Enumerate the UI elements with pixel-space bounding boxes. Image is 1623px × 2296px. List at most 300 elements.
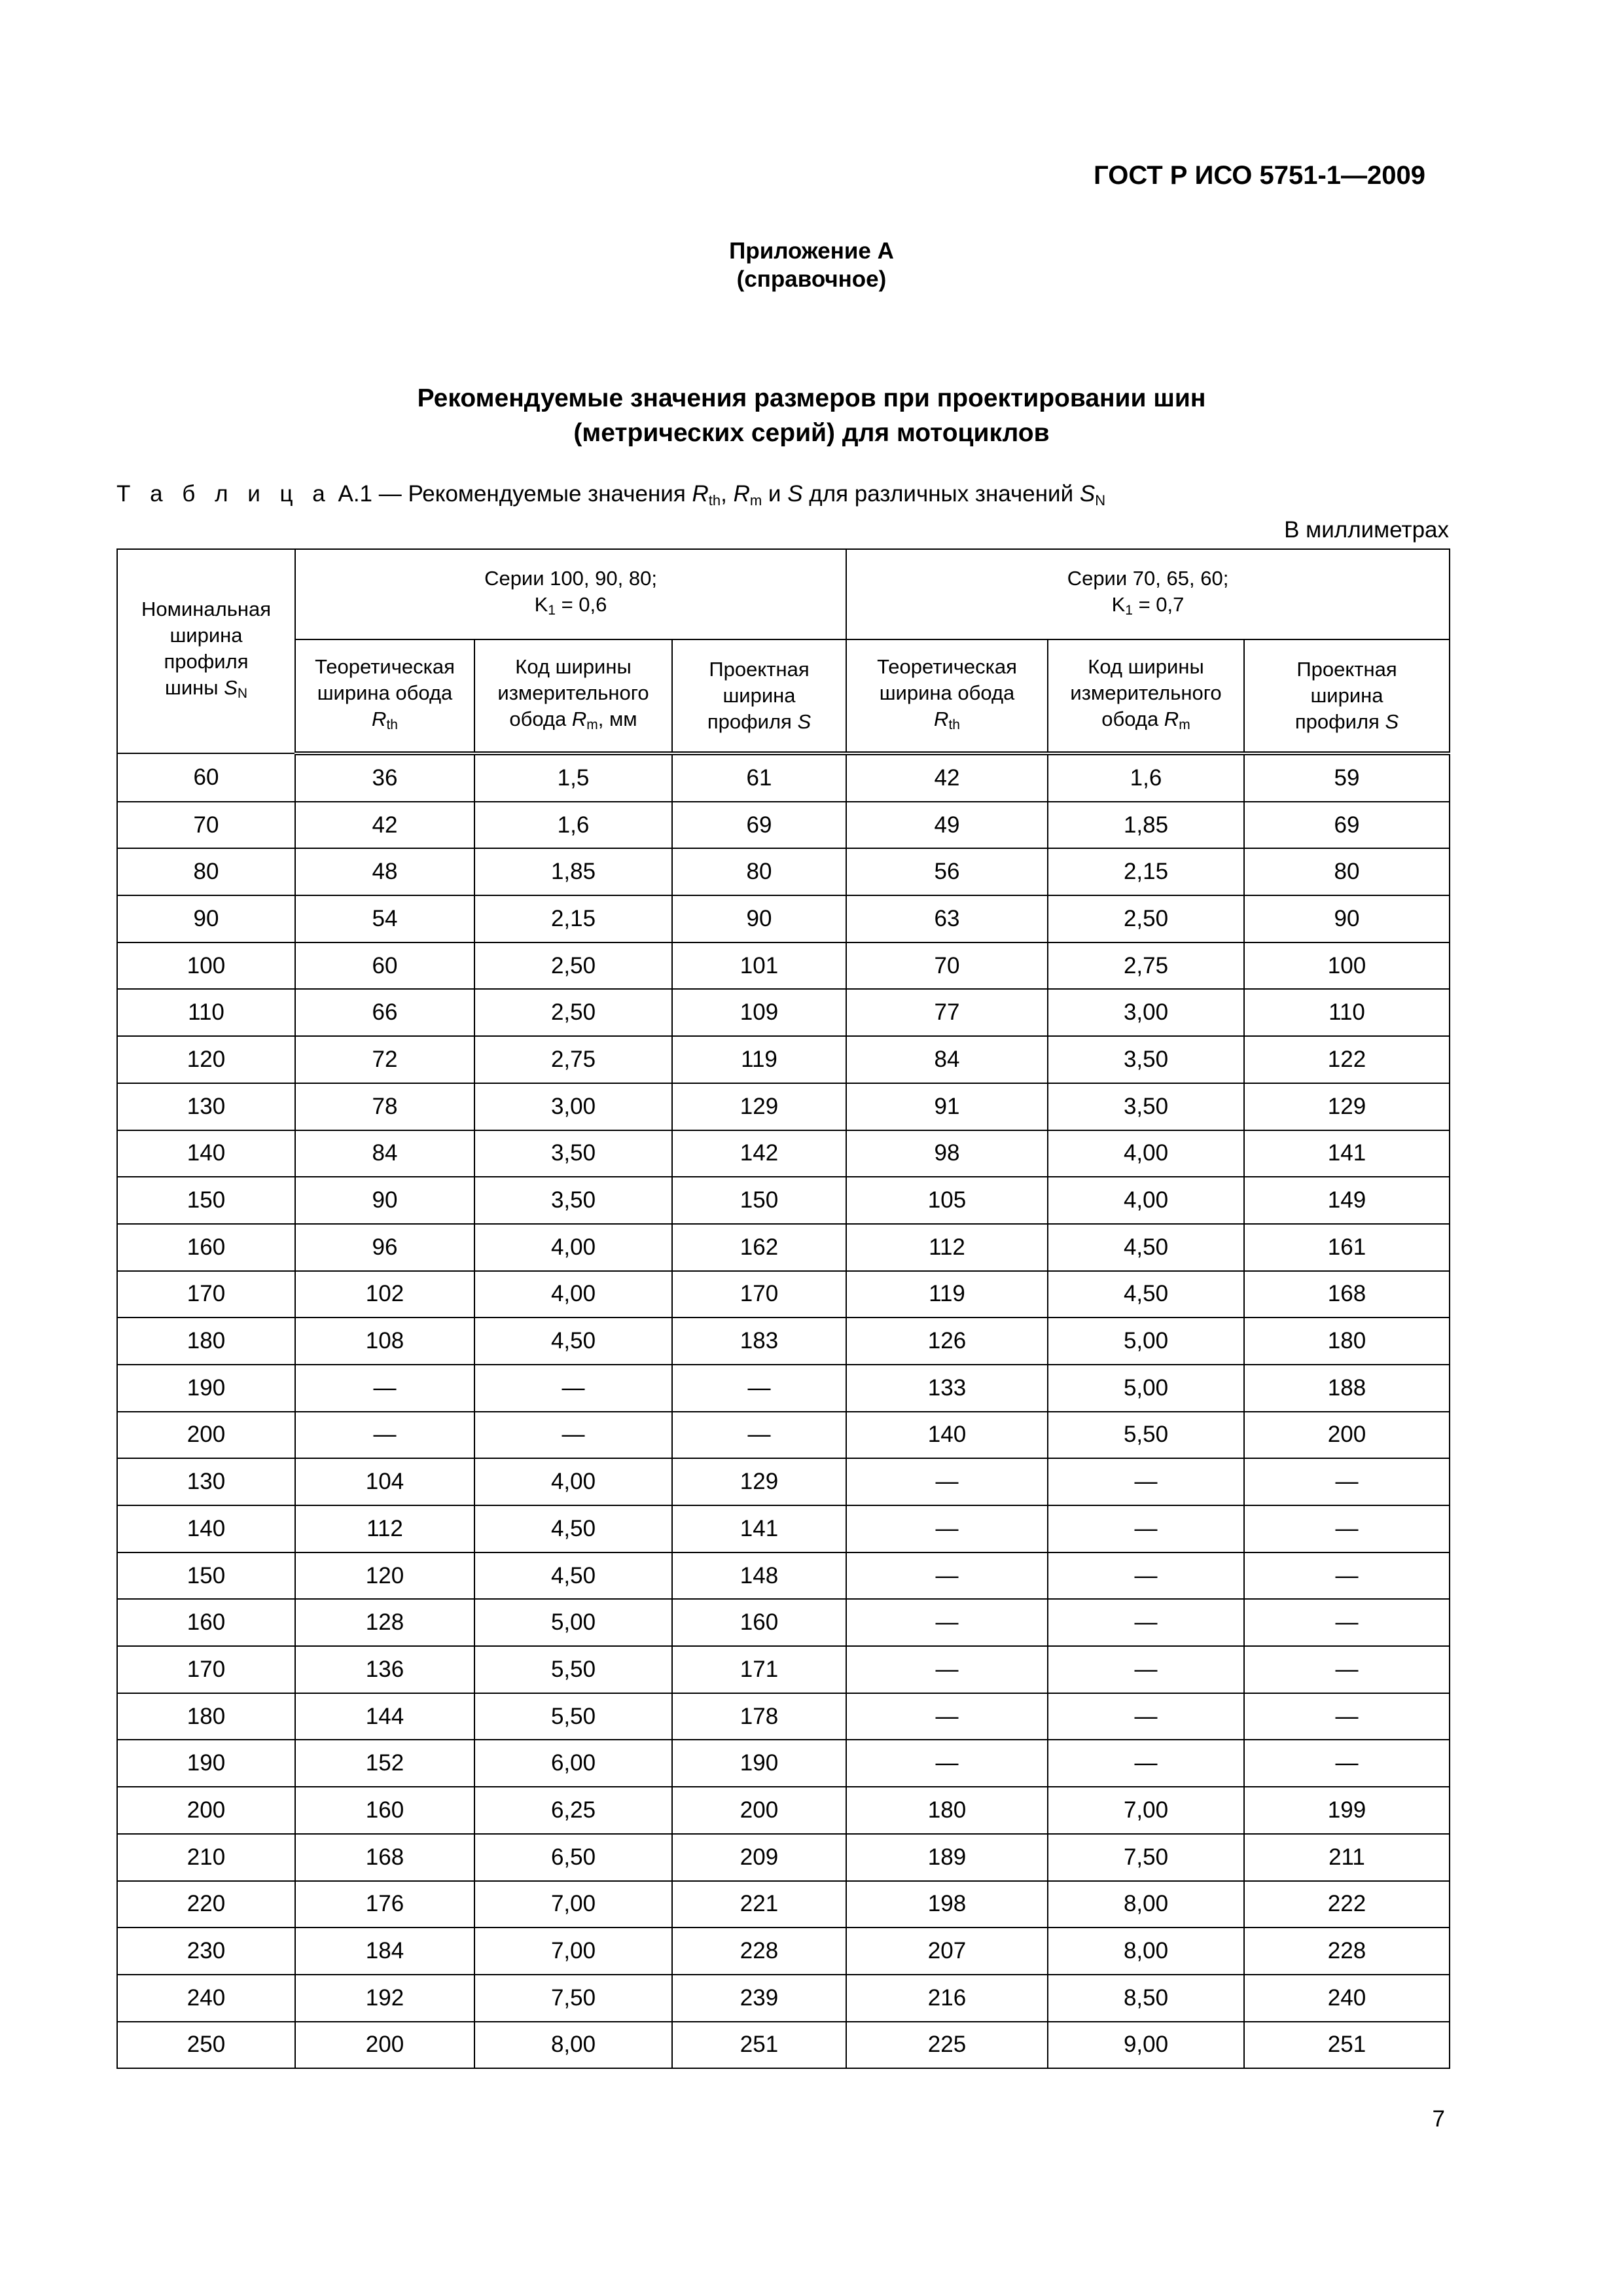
table-cell: 228 (672, 1928, 846, 1975)
table-body (117, 753, 1450, 2068)
table-cell: 101 (672, 942, 846, 990)
table-cell: 5,50 (1048, 1412, 1244, 1459)
rth-symbol: R (692, 481, 709, 507)
table-cell: 160 (117, 1224, 295, 1271)
table-cell: — (846, 1693, 1048, 1740)
table-cell: — (1048, 1599, 1244, 1646)
table-cell: 160 (295, 1787, 474, 1834)
table-cell: 180 (1244, 1318, 1450, 1365)
header-row-columns (117, 639, 1450, 753)
header-series-group-1 (295, 549, 846, 639)
table-cell: 3,50 (1048, 1036, 1244, 1083)
table-cell: 119 (672, 1036, 846, 1083)
table-row (117, 1505, 1450, 1552)
annex-heading (0, 237, 1623, 293)
header-theoretical-rim-width-2 (846, 639, 1048, 753)
table-cell: 189 (846, 1834, 1048, 1881)
table-cell: 192 (295, 1975, 474, 2022)
table-row (117, 1975, 1450, 2022)
header-s-line-3: профиля (707, 710, 798, 733)
table-cell: 2,15 (474, 895, 672, 942)
rm-subscript: m (749, 492, 762, 509)
table-cell: 148 (672, 1552, 846, 1600)
table-cell: 3,50 (1048, 1083, 1244, 1130)
table-cell: 7,00 (474, 1928, 672, 1975)
table-cell: 140 (846, 1412, 1048, 1459)
header-rm-line-2: измерительного (1070, 681, 1222, 704)
header-nominal-symbol: S (224, 675, 238, 699)
table-cell: 136 (295, 1646, 474, 1693)
table-cell: 104 (295, 1458, 474, 1505)
table-row (117, 1177, 1450, 1224)
table-row (117, 2022, 1450, 2069)
header-design-section-width-1 (672, 639, 846, 753)
page-number: 7 (1432, 2106, 1445, 2132)
section-title-line-2: (метрических серий) для мотоциклов (573, 419, 1050, 447)
table-cell: 77 (846, 989, 1048, 1036)
table-cell: 110 (1244, 989, 1450, 1036)
series-group-1-k: K (534, 592, 548, 616)
table-cell: — (846, 1599, 1048, 1646)
header-nominal-line-3: профиля (164, 649, 249, 673)
table-cell: 3,00 (474, 1083, 672, 1130)
table-caption (116, 481, 1105, 509)
table-cell: 5,50 (474, 1693, 672, 1740)
table-cell: 5,00 (1048, 1318, 1244, 1365)
header-s-line-1: Проектная (709, 658, 810, 681)
header-rm-subscript: m (586, 717, 598, 732)
header-rth-symbol: R (934, 707, 949, 730)
header-rm-line-1: Код ширины (1088, 655, 1204, 678)
table-cell: 56 (846, 848, 1048, 895)
table-cell: 199 (1244, 1787, 1450, 1834)
table-cell: 7,50 (1048, 1834, 1244, 1881)
header-row-series (117, 549, 1450, 639)
table-cell: 183 (672, 1318, 846, 1365)
units-note: В миллиметрах (1284, 517, 1449, 543)
table-cell: 149 (1244, 1177, 1450, 1224)
header-rm-subscript: m (1179, 717, 1190, 732)
header-rth-subscript: th (386, 717, 398, 732)
table-cell: 70 (117, 802, 295, 849)
table-cell: 8,50 (1048, 1975, 1244, 2022)
table-row (117, 802, 1450, 849)
header-theoretical-rim-width-1 (295, 639, 474, 753)
table-cell: 140 (117, 1505, 295, 1552)
table-row (117, 989, 1450, 1036)
table-cell: 112 (846, 1224, 1048, 1271)
table-cell: 109 (672, 989, 846, 1036)
section-title (0, 381, 1623, 450)
table-cell: 49 (846, 802, 1048, 849)
table-cell: 129 (1244, 1083, 1450, 1130)
table-row (117, 1552, 1450, 1600)
table-cell: 120 (117, 1036, 295, 1083)
table-cell: — (1048, 1505, 1244, 1552)
header-rm-line-3: обода (1101, 707, 1164, 730)
header-s-line-3: профиля (1294, 710, 1385, 733)
table-cell: — (1048, 1552, 1244, 1600)
table-cell: — (846, 1505, 1048, 1552)
table-cell: 200 (117, 1412, 295, 1459)
table-cell: 60 (295, 942, 474, 990)
table-cell: 1,85 (474, 848, 672, 895)
table-cell: 105 (846, 1177, 1048, 1224)
table-row (117, 1458, 1450, 1505)
table-row (117, 848, 1450, 895)
table-cell: 221 (672, 1881, 846, 1928)
table-cell: 120 (295, 1552, 474, 1600)
table-cell: 9,00 (1048, 2022, 1244, 2069)
table-row (117, 1787, 1450, 1834)
table-cell: — (1244, 1740, 1450, 1787)
table-cell: 180 (846, 1787, 1048, 1834)
table-caption-text: — Рекомендуемые значения (372, 481, 692, 507)
table-cell: 4,50 (1048, 1271, 1244, 1318)
table-cell: 7,00 (1048, 1787, 1244, 1834)
table-cell: 5,00 (1048, 1365, 1244, 1412)
table-cell: 200 (1244, 1412, 1450, 1459)
table-row (117, 1599, 1450, 1646)
table-cell: 69 (1244, 802, 1450, 849)
table-cell: 8,00 (474, 2022, 672, 2069)
table-cell: 168 (1244, 1271, 1450, 1318)
table-row (117, 1928, 1450, 1975)
dimensions-table (116, 548, 1450, 2069)
table-cell: 61 (672, 753, 846, 802)
table-row (117, 1130, 1450, 1177)
table-cell: 80 (117, 848, 295, 895)
table-cell: 78 (295, 1083, 474, 1130)
table-cell: 2,50 (474, 989, 672, 1036)
table-cell: 200 (295, 2022, 474, 2069)
table-row (117, 1318, 1450, 1365)
header-nominal-line-1: Номинальная (141, 597, 271, 620)
table-cell: 84 (846, 1036, 1048, 1083)
table-cell: 7,00 (474, 1881, 672, 1928)
table-cell: 36 (295, 753, 474, 802)
header-rth-line-1: Теоретическая (315, 655, 455, 678)
table-row (117, 1365, 1450, 1412)
table-cell: 162 (672, 1224, 846, 1271)
table-cell: — (295, 1365, 474, 1412)
table-cell: 240 (1244, 1975, 1450, 2022)
table-cell: 222 (1244, 1881, 1450, 1928)
table-cell: 129 (672, 1083, 846, 1130)
header-s-symbol: S (797, 710, 812, 733)
table-cell: 4,00 (1048, 1130, 1244, 1177)
table-cell: — (474, 1412, 672, 1459)
table-cell: 170 (117, 1271, 295, 1318)
table-cell: 4,00 (474, 1224, 672, 1271)
table-cell: 63 (846, 895, 1048, 942)
table-cell: 160 (117, 1599, 295, 1646)
table-cell: 141 (1244, 1130, 1450, 1177)
table-cell: 119 (846, 1271, 1048, 1318)
table-cell: 239 (672, 1975, 846, 2022)
table-cell: 150 (117, 1177, 295, 1224)
table-cell: 1,6 (1048, 753, 1244, 802)
table-cell: — (1048, 1693, 1244, 1740)
table-row (117, 1740, 1450, 1787)
table-cell: 130 (117, 1458, 295, 1505)
table-cell: 168 (295, 1834, 474, 1881)
table-cell: 170 (672, 1271, 846, 1318)
table-cell: — (672, 1365, 846, 1412)
table-cell: 4,50 (474, 1505, 672, 1552)
table-cell: 122 (1244, 1036, 1450, 1083)
table-cell: — (846, 1646, 1048, 1693)
table-cell: 4,50 (474, 1318, 672, 1365)
table-cell: 90 (672, 895, 846, 942)
table-cell: 3,50 (474, 1177, 672, 1224)
table-cell: 180 (117, 1318, 295, 1365)
header-rm-symbol: R (571, 707, 587, 730)
table-row (117, 895, 1450, 942)
table-cell: 180 (117, 1693, 295, 1740)
table-cell: 160 (672, 1599, 846, 1646)
series-group-2-k: K (1111, 592, 1126, 616)
table-cell: 200 (117, 1787, 295, 1834)
table-cell: 112 (295, 1505, 474, 1552)
table-cell: — (474, 1365, 672, 1412)
table-cell: 129 (672, 1458, 846, 1505)
table-cell: 220 (117, 1881, 295, 1928)
table-cell: 2,15 (1048, 848, 1244, 895)
table-cell: — (1244, 1552, 1450, 1600)
table-cell: 5,00 (474, 1599, 672, 1646)
table-cell: — (1244, 1505, 1450, 1552)
rm-symbol: R (733, 481, 750, 507)
table-row (117, 753, 1450, 802)
header-nominal-width (117, 549, 295, 753)
table-cell: 190 (117, 1740, 295, 1787)
table-cell: 42 (846, 753, 1048, 802)
header-rm-line-2: измерительного (497, 681, 649, 704)
table-cell: 161 (1244, 1224, 1450, 1271)
table-cell: 59 (1244, 753, 1450, 802)
table-cell: 207 (846, 1928, 1048, 1975)
table-cell: 90 (295, 1177, 474, 1224)
table-cell: 140 (117, 1130, 295, 1177)
table-cell: 6,00 (474, 1740, 672, 1787)
table-cell: 198 (846, 1881, 1048, 1928)
table-cell: 42 (295, 802, 474, 849)
series-group-1-k-value: = 0,6 (555, 592, 607, 616)
header-rm-symbol: R (1164, 707, 1179, 730)
table-row (117, 1271, 1450, 1318)
table-cell: 1,5 (474, 753, 672, 802)
table-cell: 72 (295, 1036, 474, 1083)
table-row (117, 1083, 1450, 1130)
header-rth-subscript: th (948, 717, 960, 732)
header-nominal-line-2: ширина (169, 623, 243, 647)
series-group-2-label: Серии 70, 65, 60; (1067, 566, 1229, 590)
header-rth-line-1: Теоретическая (877, 655, 1017, 678)
table-cell: — (1048, 1458, 1244, 1505)
table-cell: 133 (846, 1365, 1048, 1412)
sn-symbol: S (1079, 481, 1096, 507)
table-cell: 216 (846, 1975, 1048, 2022)
table-cell: 66 (295, 989, 474, 1036)
table-cell: 225 (846, 2022, 1048, 2069)
table-cell: 2,75 (474, 1036, 672, 1083)
table-cell: 142 (672, 1130, 846, 1177)
table-cell: 4,00 (1048, 1177, 1244, 1224)
table-cell: 211 (1244, 1834, 1450, 1881)
table-cell: 150 (672, 1177, 846, 1224)
series-group-2-k-value: = 0,7 (1132, 592, 1185, 616)
table-cell: 251 (1244, 2022, 1450, 2069)
header-rm-line-3: обода (509, 707, 572, 730)
table-cell: 3,50 (474, 1130, 672, 1177)
header-series-group-2 (846, 549, 1450, 639)
header-s-line-1: Проектная (1296, 658, 1397, 681)
table-cell: 6,25 (474, 1787, 672, 1834)
table-cell: 84 (295, 1130, 474, 1177)
table-cell: 150 (117, 1552, 295, 1600)
table-cell: 8,00 (1048, 1881, 1244, 1928)
table-cell: — (846, 1458, 1048, 1505)
header-design-section-width-2 (1244, 639, 1450, 753)
caption-comma: , (721, 481, 734, 507)
table-cell: — (1048, 1740, 1244, 1787)
document-code: ГОСТ Р ИСО 5751-1—2009 (1094, 161, 1425, 190)
table-cell: 69 (672, 802, 846, 849)
table-cell: 1,85 (1048, 802, 1244, 849)
table-cell: 4,50 (1048, 1224, 1244, 1271)
table-cell: 2,75 (1048, 942, 1244, 990)
table-cell: 7,50 (474, 1975, 672, 2022)
table-cell: 70 (846, 942, 1048, 990)
caption-for-values: для различных значений (802, 481, 1080, 507)
table-cell: 96 (295, 1224, 474, 1271)
table-cell: 4,00 (474, 1458, 672, 1505)
table-cell: 1,6 (474, 802, 672, 849)
table-cell: 200 (672, 1787, 846, 1834)
table-cell: 251 (672, 2022, 846, 2069)
table-cell: 90 (117, 895, 295, 942)
table-row (117, 1412, 1450, 1459)
table-row (117, 1693, 1450, 1740)
table-cell: 6,50 (474, 1834, 672, 1881)
table-cell: — (846, 1740, 1048, 1787)
table-cell: 108 (295, 1318, 474, 1365)
table-cell: 141 (672, 1505, 846, 1552)
table-cell: 184 (295, 1928, 474, 1975)
table-cell: 48 (295, 848, 474, 895)
table-cell: 176 (295, 1881, 474, 1928)
header-s-line-2: ширина (1310, 684, 1383, 707)
table-row (117, 1881, 1450, 1928)
table-row (117, 1834, 1450, 1881)
table-cell: 210 (117, 1834, 295, 1881)
table-cell: — (846, 1552, 1048, 1600)
table-cell: — (1244, 1646, 1450, 1693)
s-symbol: S (787, 481, 803, 507)
table-cell: 130 (117, 1083, 295, 1130)
header-measuring-rim-code-1 (474, 639, 672, 753)
header-rm-unit: , мм (597, 707, 637, 730)
table-cell: 209 (672, 1834, 846, 1881)
table-cell: 90 (1244, 895, 1450, 942)
table-cell: 80 (672, 848, 846, 895)
table-cell: — (295, 1412, 474, 1459)
series-group-1-k-subscript: 1 (548, 602, 556, 618)
table-row (117, 1036, 1450, 1083)
table-cell: 4,50 (474, 1552, 672, 1600)
header-rth-symbol: R (372, 707, 387, 730)
table-cell: 8,00 (1048, 1928, 1244, 1975)
table-cell: 91 (846, 1083, 1048, 1130)
table-cell: 240 (117, 1975, 295, 2022)
header-nominal-subscript: N (237, 685, 248, 701)
header-rth-line-2: ширина обода (317, 681, 453, 704)
table-cell: — (1244, 1599, 1450, 1646)
annex-subtitle: (справочное) (736, 266, 887, 292)
series-group-2-k-subscript: 1 (1125, 602, 1133, 618)
table-cell: 250 (117, 2022, 295, 2069)
table-cell: 128 (295, 1599, 474, 1646)
table-cell: — (1048, 1646, 1244, 1693)
table-cell: 102 (295, 1271, 474, 1318)
table-cell: 230 (117, 1928, 295, 1975)
table-cell: 178 (672, 1693, 846, 1740)
table-cell: 98 (846, 1130, 1048, 1177)
table-cell: 5,50 (474, 1646, 672, 1693)
rth-subscript: th (708, 492, 721, 509)
table-cell: 2,50 (1048, 895, 1244, 942)
header-nominal-line-4: шины (164, 675, 224, 699)
table-cell: 152 (295, 1740, 474, 1787)
table-cell: 170 (117, 1646, 295, 1693)
table-row (117, 1646, 1450, 1693)
series-group-1-label: Серии 100, 90, 80; (484, 566, 657, 590)
table-cell: 2,50 (474, 942, 672, 990)
sn-subscript: N (1095, 492, 1106, 509)
table-cell: 144 (295, 1693, 474, 1740)
header-rm-line-1: Код ширины (515, 655, 632, 678)
table-cell: 54 (295, 895, 474, 942)
table-cell: 100 (117, 942, 295, 990)
table-caption-number: А.1 (338, 481, 373, 507)
table-cell: 228 (1244, 1928, 1450, 1975)
caption-and: и (762, 481, 788, 507)
table-cell: 3,00 (1048, 989, 1244, 1036)
table-cell: — (672, 1412, 846, 1459)
table-cell: 60 (117, 753, 295, 802)
table-caption-prefix: Т а б л и ц а (116, 481, 332, 507)
table-row (117, 942, 1450, 990)
table-cell: — (1244, 1458, 1450, 1505)
table-cell: 4,00 (474, 1271, 672, 1318)
table-cell: 80 (1244, 848, 1450, 895)
table-cell: — (1244, 1693, 1450, 1740)
table-cell: 188 (1244, 1365, 1450, 1412)
table-row (117, 1224, 1450, 1271)
table-cell: 190 (672, 1740, 846, 1787)
header-s-line-2: ширина (722, 684, 796, 707)
header-rth-line-2: ширина обода (879, 681, 1015, 704)
table-cell: 100 (1244, 942, 1450, 990)
annex-title: Приложение А (729, 238, 894, 264)
header-measuring-rim-code-2 (1048, 639, 1244, 753)
table-cell: 126 (846, 1318, 1048, 1365)
table-cell: 190 (117, 1365, 295, 1412)
header-s-symbol: S (1385, 710, 1399, 733)
table-cell: 171 (672, 1646, 846, 1693)
table-cell: 110 (117, 989, 295, 1036)
